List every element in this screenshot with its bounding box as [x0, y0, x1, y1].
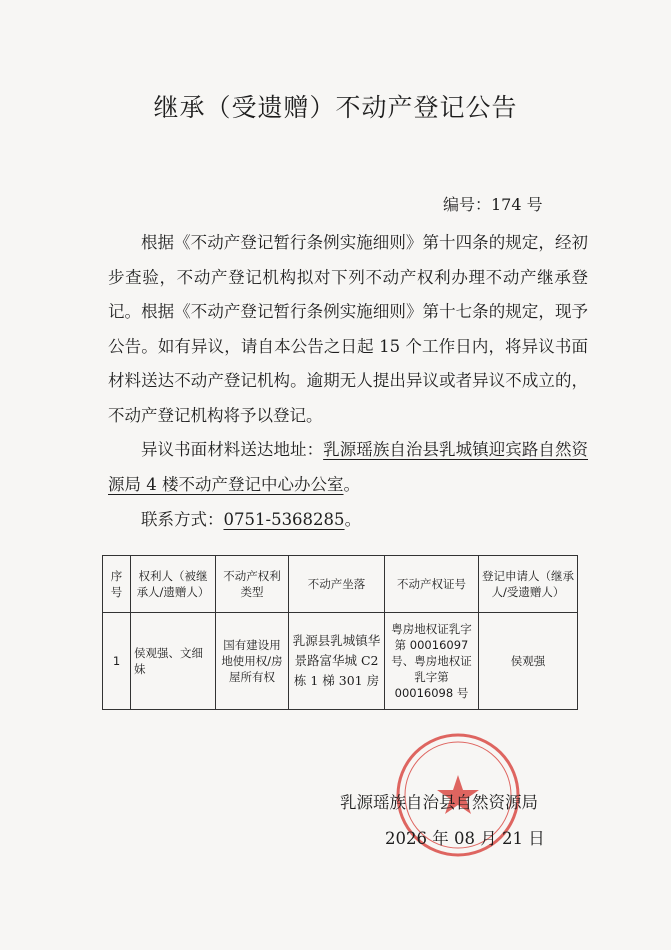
header-right-holder: 权利人（被继承人/遗赠人） — [131, 556, 216, 613]
table-row — [103, 613, 578, 710]
cell-right-type: 国有建设用地使用权/房屋所有权 — [216, 613, 289, 710]
address-value: 乳源瑶族自治县乳城镇迎宾路自然资源局 4 楼不动产登记中心办公室 — [108, 440, 589, 494]
address-end: 。 — [343, 474, 360, 494]
header-location: 不动产坐落 — [289, 556, 385, 613]
header-right-type: 不动产权利类型 — [216, 556, 289, 613]
contact-end: 。 — [344, 510, 362, 529]
document-title: 继承（受遗赠）不动产登记公告 — [153, 93, 518, 122]
header-certificate-no: 不动产权证号 — [385, 556, 479, 613]
paragraph-legal-basis: 根据《不动产登记暂行条例实施细则》第十四条的规定，经初步查验，不动产登记机构拟对下列不动产权利办理不动产继承登记。根据《不动产登记暂行条例实施细则》第十七条的规定，现予公告。如有异议，请自本公告之日起 15 个工作日内，将异议书面材料送达不动产登记机构。逾期无人提出异议或者异议不成立的，不动产登记机构将予以登记。 — [108, 233, 588, 425]
cell-applicant: 侯观强 — [479, 613, 578, 710]
address-label: 异议书面材料送达地址： — [141, 440, 324, 459]
cell-location: 乳源县乳城镇华景路富华城 C2 栋 1 梯 301 房 — [289, 613, 385, 710]
table-header-row — [103, 556, 578, 613]
contact-phone: 0751-5368285 — [223, 510, 345, 529]
header-applicant: 登记申请人（继承人/受遗赠人） — [479, 556, 578, 613]
document-number: 编号：174 号 — [443, 195, 543, 214]
header-index: 序号 — [103, 556, 131, 613]
issue-date: 2026 年 08 月 21 日 — [385, 829, 545, 848]
cell-index: 1 — [103, 613, 131, 710]
contact-label: 联系方式： — [141, 510, 224, 529]
issuing-authority: 乳源瑶族自治县自然资源局 — [340, 793, 538, 812]
paragraph-contact — [108, 503, 588, 538]
cell-certificate-no: 粤房地权证乳字第 00016097 号、粤房地权证乳字第 00016098 号 — [385, 613, 479, 710]
registration-table — [102, 555, 578, 710]
cell-right-holder: 侯观强、文细妹 — [131, 613, 216, 710]
paragraph-address — [108, 433, 588, 502]
